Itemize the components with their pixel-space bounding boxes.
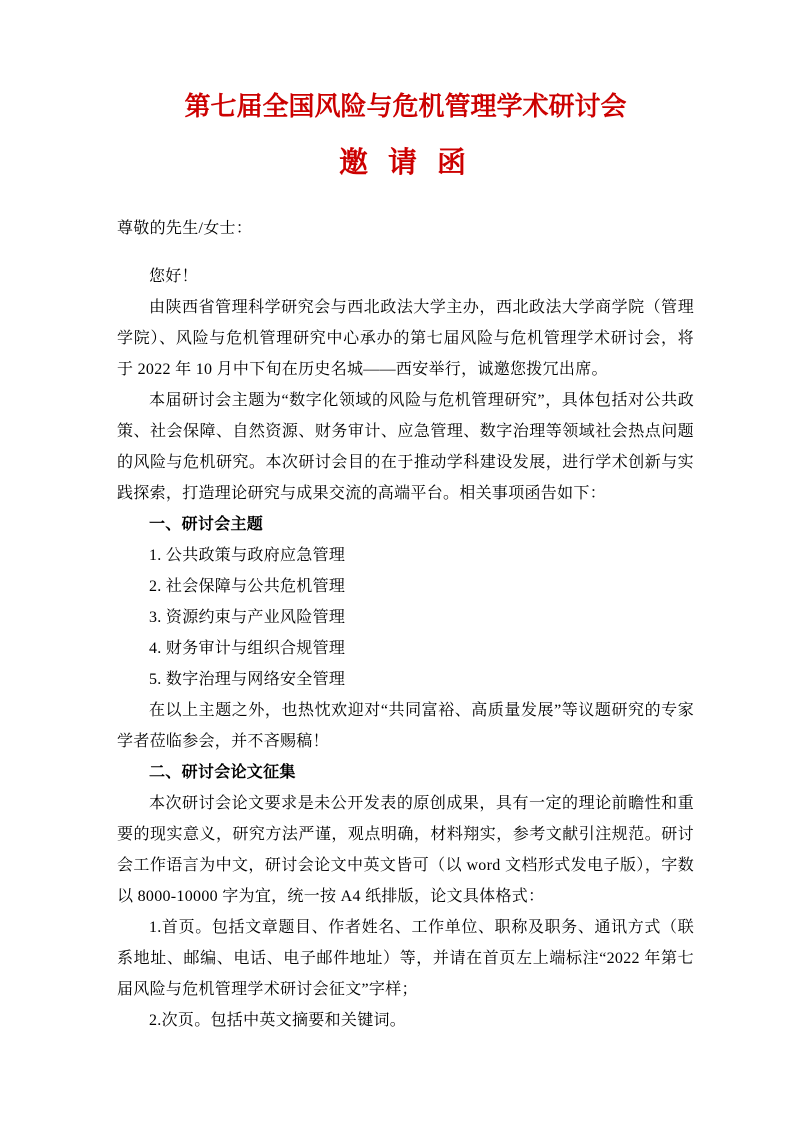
doc-title: 第七届全国风险与危机管理学术研讨会 [184,91,627,121]
paragraph-intro: 由陕西省管理科学研究会与西北政法大学主办，西北政法大学商学院（管理学院）、风险与危机管理研究中心承办的第七届风险与危机管理学术研讨会，将于 2022 年 10 月中下旬在历史名城——西安举行，诚邀您拨冗出席。 [117,299,694,378]
topic-item-4: 4. 财务审计与组织合规管理 [149,640,346,657]
paragraph-paper-requirements: 本次研讨会论文要求是未公开发表的原创成果，具有一定的理论前瞻性和重要的现实意义，研究方法严谨，观点明确，材料翔实，参考文献引注规范。研讨会工作语言为中文，研讨会论文中英文皆可（以 word 文档形式发电子版），字数以 8000-10000 字为宜，统一按 A4 纸排版，论文具体格式： [117,795,694,905]
topic-item-2: 2. 社会保障与公共危机管理 [149,578,346,595]
section-2-heading: 二、研讨会论文征集 [149,764,296,781]
paper-format-item-2: 2.次页。包括中英文摘要和关键词。 [149,1012,407,1029]
topic-item-5: 5. 数字治理与网络安全管理 [149,671,346,688]
greeting: 您好！ [149,268,198,285]
topic-item-1: 1. 公共政策与政府应急管理 [149,547,346,564]
topic-item-3: 3. 资源约束与产业风险管理 [149,609,346,626]
section-1-heading: 一、研讨会主题 [149,516,264,533]
paper-format-item-1: 1.首页。包括文章题目、作者姓名、工作单位、职称及职务、通讯方式（联系地址、邮编、电话、电子邮件地址）等，并请在首页左上端标注“2022 年第七届风险与危机管理学术研讨会征文”字样； [117,919,694,998]
doc-header [117,90,694,182]
paragraph-theme: 本届研讨会主题为“数字化领域的风险与危机管理研究”，具体包括对公共政策、社会保障、自然资源、财务审计、应急管理、数字治理等领域社会热点问题的风险与危机研究。本次研讨会目的在于推动学科建设发展，进行学术创新与实践探索，打造理论研究与成果交流的高端平台。相关事项函告如下： [117,392,694,502]
paragraph-extra-invitation: 在以上主题之外，也热忱欢迎对“共同富裕、高质量发展”等议题研究的专家学者莅临参会，并不吝赐稿！ [117,702,694,750]
letter-body [117,213,694,1036]
doc-subtitle: 邀 请 函 [338,147,473,179]
salutation: 尊敬的先生/女士： [117,220,253,237]
